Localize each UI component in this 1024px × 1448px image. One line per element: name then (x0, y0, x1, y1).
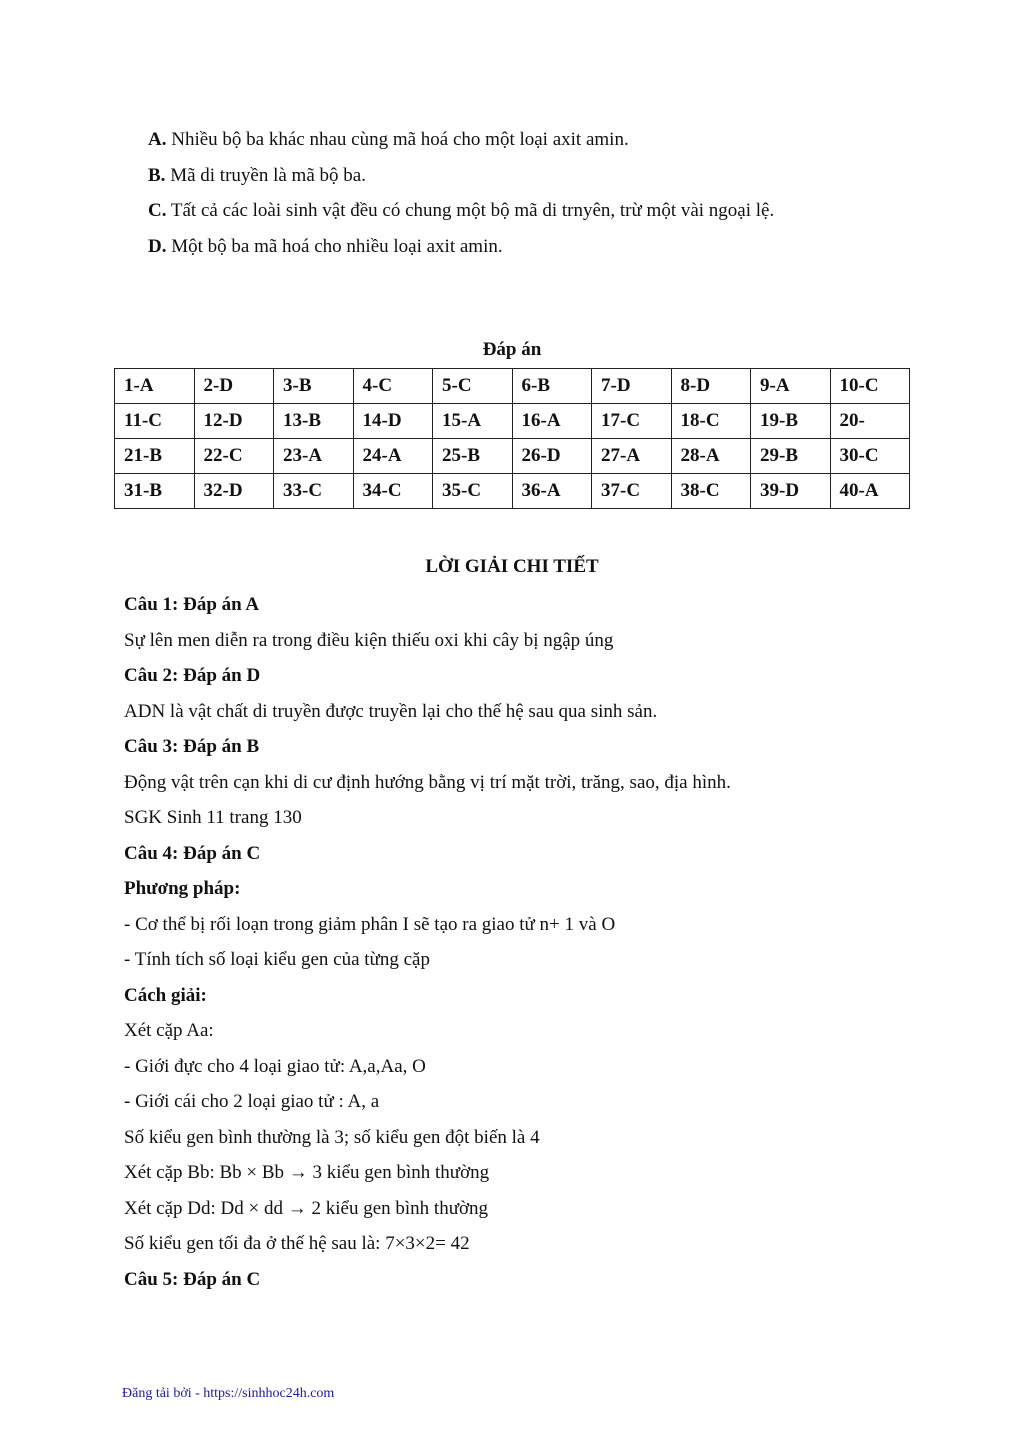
answer-cell: 27-A (592, 439, 672, 474)
answer-cell: 24-A (353, 439, 433, 474)
answer-cell: 19-B (751, 404, 831, 439)
option-a (148, 122, 968, 158)
option-text: Tất cả các loài sinh vật đều có chung một bộ mã di trnyên, trừ một vài ngoại lệ. (166, 200, 775, 221)
answer-cell: 14-D (353, 404, 433, 439)
body-text-line: Xét cặp Aa: (124, 1020, 214, 1041)
answer-row (115, 439, 910, 474)
body-text-line: Số kiểu gen bình thường là 3; số kiểu gen đột biến là 4 (124, 1126, 540, 1148)
option-letter: B. (148, 164, 166, 186)
answer-row (115, 474, 910, 509)
answer-cell: 23-A (274, 439, 354, 474)
answer-cell: 30-C (830, 439, 910, 474)
section-heading: Câu 1: Đáp án A (124, 594, 260, 615)
answer-cell: 3-B (274, 369, 354, 404)
answer-cell: 38-C (671, 474, 751, 509)
answer-key-title: Đáp án (482, 339, 542, 360)
body-text-line: Xét cặp Dd: Dd × dd → 2 kiểu gen bình thường (124, 1197, 489, 1219)
answer-cell: 40-A (830, 474, 910, 509)
answer-key-table (114, 368, 910, 509)
option-letter: A. (148, 129, 167, 150)
section-heading: Câu 2: Đáp án D (124, 665, 261, 686)
option-text: Mã di truyền là mã bộ ba. (165, 164, 366, 186)
answer-cell: 29-B (751, 439, 831, 474)
answer-cell: 32-D (194, 474, 274, 509)
answer-cell: 13-B (274, 404, 354, 439)
option-b (148, 158, 968, 194)
answer-cell: 9-A (751, 369, 831, 404)
option-c (148, 193, 968, 229)
answer-cell: 18-C (671, 404, 751, 439)
section-heading: Câu 3: Đáp án B (124, 736, 260, 757)
body-text-line: Sự lên men diễn ra trong điều kiện thiếu oxi khi cây bị ngập úng (124, 629, 614, 651)
option-d (148, 229, 968, 265)
body-text-line: - Giới cái cho 2 loại giao tử : A, a (124, 1091, 380, 1112)
answer-options (148, 122, 968, 264)
footer-credit: Đăng tải bởi - https://sinhhoc24h.com (122, 1386, 335, 1401)
answer-cell: 11-C (115, 404, 195, 439)
answer-row (115, 404, 910, 439)
section-heading: Phương pháp: (124, 878, 241, 899)
section-heading: Cách giải: (124, 984, 207, 1006)
option-text: Một bộ ba mã hoá cho nhiều loại axit amin. (166, 235, 503, 257)
answer-cell: 34-C (353, 474, 433, 509)
answer-cell: 21-B (115, 439, 195, 474)
body-text-line: ADN là vật chất di truyền được truyền lại cho thế hệ sau qua sinh sản. (124, 700, 658, 722)
answer-cell: 31-B (115, 474, 195, 509)
answer-cell: 1-A (115, 369, 195, 404)
answer-cell: 5-C (433, 369, 513, 404)
body-text-line: - Cơ thể bị rối loạn trong giảm phân I sẽ tạo ra giao tử n+ 1 và O (124, 913, 616, 935)
body-text-line: SGK Sinh 11 trang 130 (124, 807, 302, 828)
body-text-line: Động vật trên cạn khi di cư định hướng bằng vị trí mặt trời, trăng, sao, địa hình. (124, 771, 731, 793)
answer-cell: 33-C (274, 474, 354, 509)
answer-cell: 10-C (830, 369, 910, 404)
answer-cell: 20- (830, 404, 910, 439)
answer-cell: 22-C (194, 439, 274, 474)
answer-cell: 12-D (194, 404, 274, 439)
answer-cell: 26-D (512, 439, 592, 474)
answer-cell: 37-C (592, 474, 672, 509)
solutions-title: LỜI GIẢI CHI TIẾT (425, 556, 599, 577)
answer-cell: 39-D (751, 474, 831, 509)
answer-cell: 15-A (433, 404, 513, 439)
answer-row (115, 369, 910, 404)
body-text-line: - Tính tích số loại kiểu gen của từng cặp (124, 949, 430, 970)
body-text-line: Xét cặp Bb: Bb × Bb → 3 kiểu gen bình thường (124, 1162, 490, 1183)
option-letter: D. (148, 235, 167, 257)
answer-cell: 17-C (592, 404, 672, 439)
option-letter: C. (148, 200, 167, 221)
answer-cell: 4-C (353, 369, 433, 404)
body-text-line: Số kiểu gen tối đa ở thế hệ sau là: 7×3×2= 42 (124, 1233, 470, 1254)
answer-cell: 25-B (433, 439, 513, 474)
answer-cell: 36-A (512, 474, 592, 509)
answer-cell: 28-A (671, 439, 751, 474)
section-heading: Câu 4: Đáp án C (124, 842, 261, 864)
answer-cell: 8-D (671, 369, 751, 404)
answer-cell: 16-A (512, 404, 592, 439)
answer-cell: 2-D (194, 369, 274, 404)
answer-cell: 7-D (592, 369, 672, 404)
answer-cell: 35-C (433, 474, 513, 509)
body-text-line: - Giới đực cho 4 loại giao tử: A,a,Aa, O (124, 1055, 426, 1077)
option-text: Nhiều bộ ba khác nhau cùng mã hoá cho một loại axit amin. (166, 129, 629, 150)
answer-cell: 6-B (512, 369, 592, 404)
section-heading: Câu 5: Đáp án C (124, 1268, 261, 1290)
solutions-body (124, 587, 984, 1297)
